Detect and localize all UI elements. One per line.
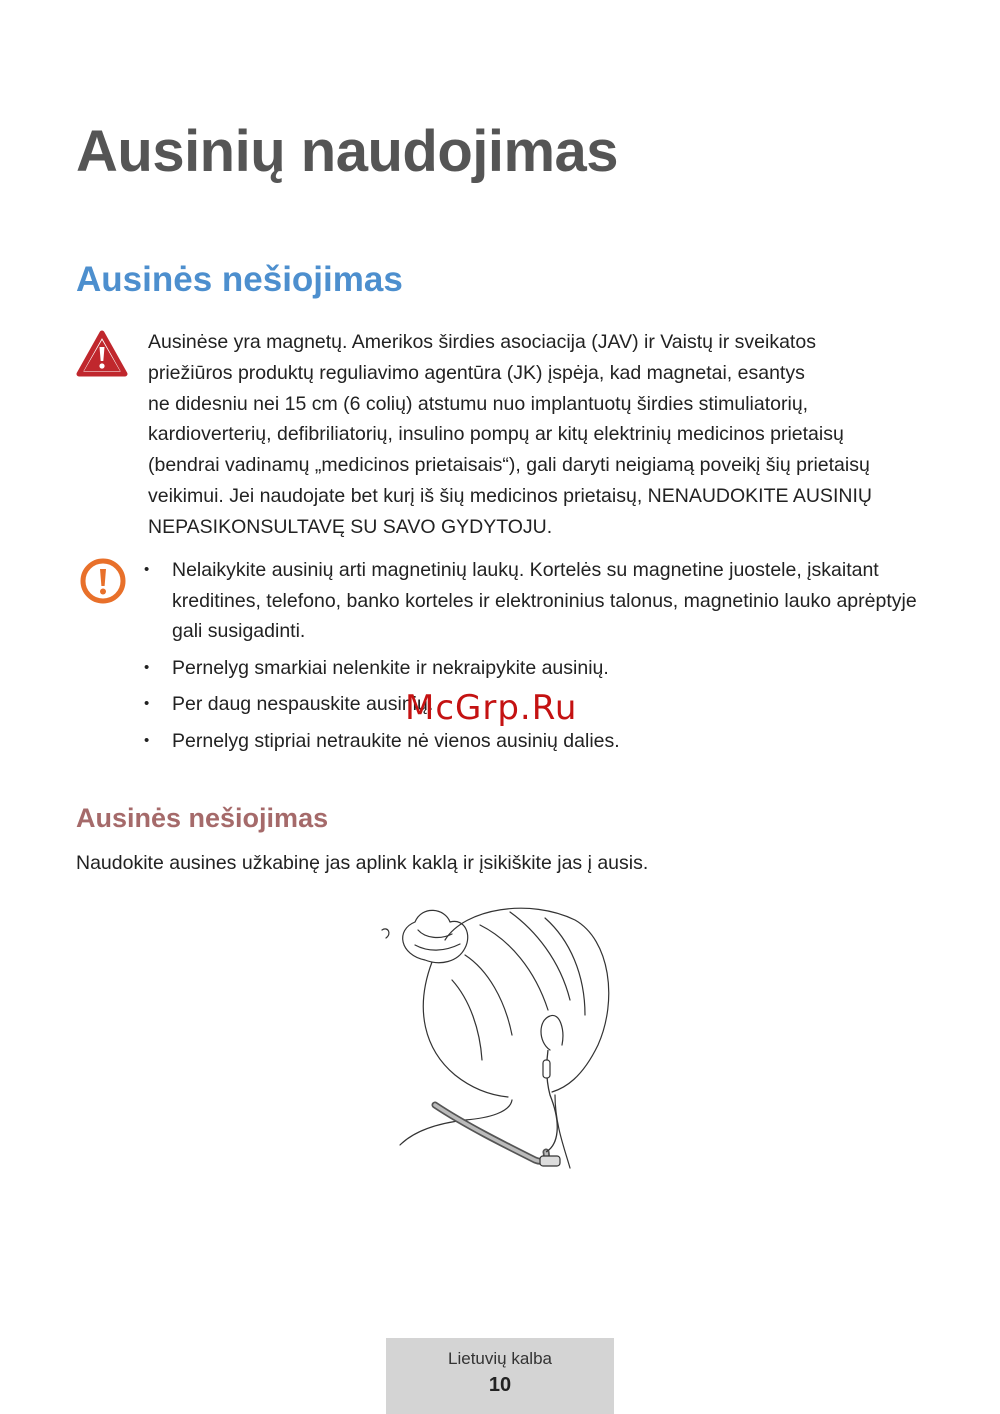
warning-triangle-icon	[76, 330, 128, 378]
page-title: Ausinių naudojimas	[76, 119, 619, 184]
page-number: 10	[488, 1374, 512, 1396]
warning-text	[148, 327, 918, 543]
caution-item: • Pernelyg smarkiai nelenkite ir nekraipykite ausinių.	[140, 653, 930, 684]
subsection-heading: Ausinės nešiojimas	[76, 803, 329, 833]
caution-item: • Pernelyg stipriai netraukite nė vienos ausinių dalies.	[140, 726, 930, 757]
watermark: McGrp.Ru	[405, 688, 578, 728]
intro-text: Naudokite ausines užkabinę jas aplink kaklą ir įsikiškite jas į ausis.	[76, 852, 649, 874]
warning-line: NEPASIKONSULTAVĘ SU SAVO GYDYTOJU.	[148, 515, 553, 538]
warning-line: priežiūros produktų reguliavimo agentūra (JK) įspėja, kad magnetai, esantys	[148, 361, 805, 384]
wearing-headset-illustration	[370, 900, 610, 1200]
caution-item: • Per daug nespauskite ausinių.	[140, 689, 930, 720]
footer-language: Lietuvių kalba	[448, 1349, 552, 1368]
caution-item: • Nelaikykite ausinių arti magnetinių laukų. Kortelės su magnetine juostele, įskaitant kreditines, telefono, banko korteles ir elektroninius talonus, magnetinio lauko aprėptyje gali susigadinti.	[140, 555, 930, 647]
warning-line: ne didesniu nei 15 cm (6 colių) atstumu nuo implantuotų širdies stimuliatorių,	[148, 392, 809, 415]
caution-exclamation-icon	[80, 558, 126, 604]
caution-list	[140, 555, 930, 762]
warning-line: veikimui. Jei naudojate bet kurį iš šių medicinos prietaisų, NENAUDOKITE AUSINIŲ	[148, 484, 872, 507]
page-footer	[386, 1338, 614, 1414]
section-heading: Ausinės nešiojimas	[76, 260, 403, 299]
warning-line: (bendrai vadinamų „medicinos prietaisais“), gali daryti neigiamą poveikį šių prietaisų	[148, 454, 870, 477]
warning-line: kardioverterių, defibriliatorių, insulino pompų ar kitų elektrinių medicinos prietaisų	[148, 423, 844, 446]
warning-line: Ausinėse yra magnetų. Amerikos širdies asociacija (JAV) ir Vaistų ir sveikatos	[148, 331, 816, 353]
